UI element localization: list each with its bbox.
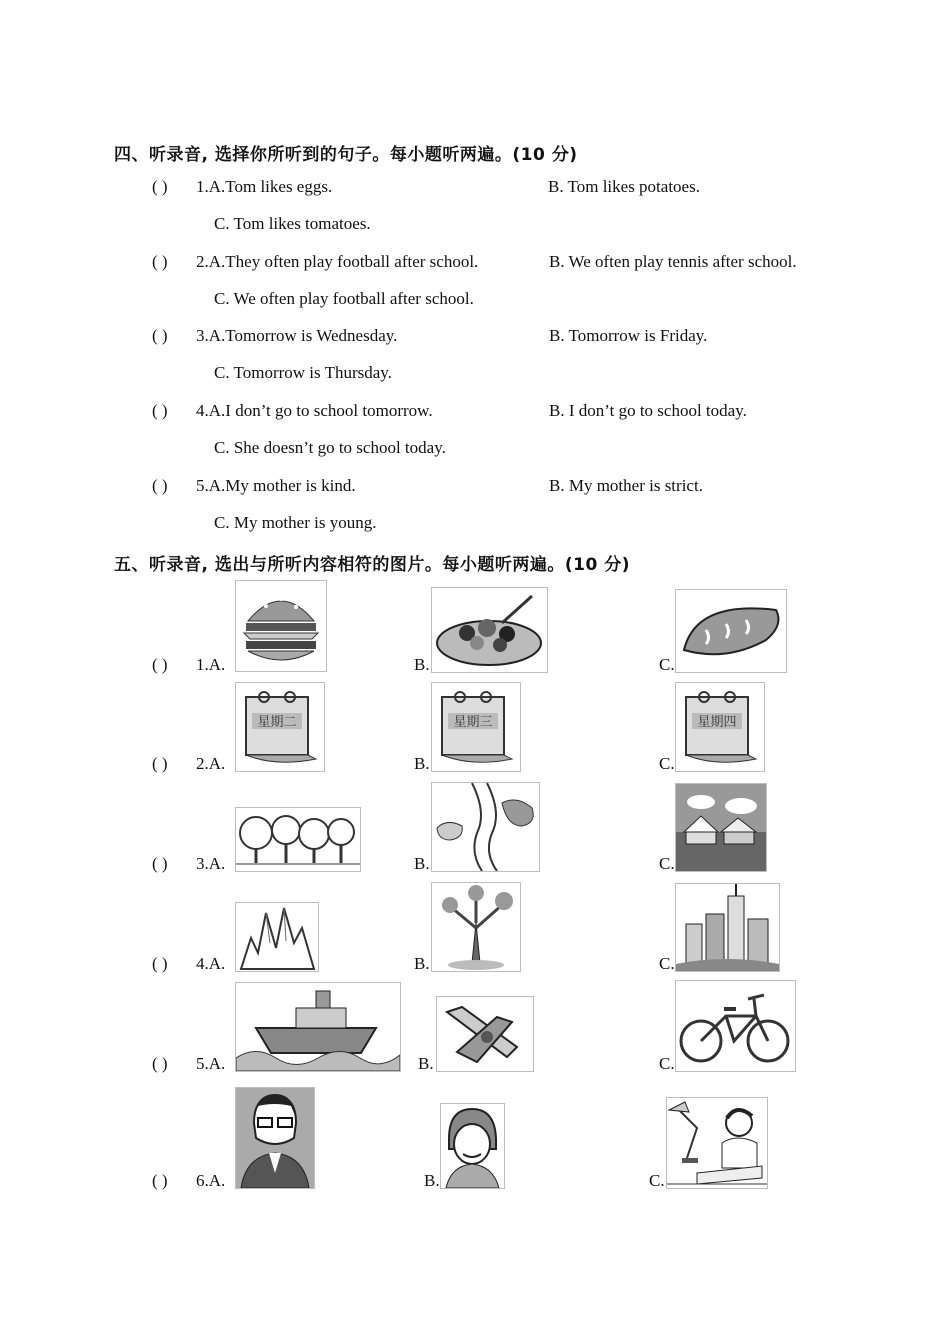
- option-c-label: C.: [659, 854, 675, 873]
- option-a-label: 4.A.: [196, 954, 226, 973]
- section5-title: 五、听录音, 选出与所听内容相符的图片。每小题听两遍。(10 分): [114, 555, 630, 575]
- ship-icon[interactable]: [235, 982, 401, 1072]
- option-c: C. Tom likes tomatoes.: [214, 214, 371, 233]
- answer-blank[interactable]: ( ): [152, 854, 168, 873]
- calendar-label: 星期三: [453, 715, 493, 730]
- calendar-label: 星期四: [697, 715, 737, 730]
- village-icon[interactable]: [675, 783, 767, 872]
- calendar-icon[interactable]: [431, 682, 521, 772]
- trees-icon[interactable]: [235, 807, 361, 872]
- option-c-label: C.: [659, 655, 675, 674]
- option-a-label: 2.A.: [196, 754, 226, 773]
- plane-icon[interactable]: [436, 996, 534, 1072]
- answer-blank[interactable]: ( ): [152, 954, 168, 973]
- option-b-label: B.: [424, 1171, 440, 1190]
- option-a: 3.A.Tomorrow is Wednesday.: [196, 326, 398, 345]
- answer-blank[interactable]: ( ): [152, 754, 168, 773]
- answer-blank[interactable]: ( ): [152, 252, 168, 271]
- city-icon[interactable]: [675, 883, 780, 972]
- salad-icon[interactable]: [431, 587, 548, 673]
- option-c: C. We often play football after school.: [214, 289, 474, 308]
- option-b: B. I don’t go to school today.: [549, 401, 747, 420]
- mountain-icon[interactable]: [235, 902, 319, 972]
- calendar-icon[interactable]: [675, 682, 765, 772]
- option-b-label: B.: [414, 655, 430, 674]
- option-c-label: C.: [659, 754, 675, 773]
- option-c: C. My mother is young.: [214, 513, 377, 532]
- grandma-icon[interactable]: [440, 1103, 505, 1189]
- option-c-label: C.: [659, 1054, 675, 1073]
- answer-blank[interactable]: ( ): [152, 177, 168, 196]
- calendar-icon[interactable]: [235, 682, 325, 772]
- option-a: 4.A.I don’t go to school tomorrow.: [196, 401, 433, 420]
- answer-blank[interactable]: ( ): [152, 655, 168, 674]
- tree-icon[interactable]: [431, 882, 521, 972]
- option-a-label: 3.A.: [196, 854, 226, 873]
- option-b-label: B.: [414, 954, 430, 973]
- option-b: B. My mother is strict.: [549, 476, 703, 495]
- answer-blank[interactable]: ( ): [152, 476, 168, 495]
- option-b: B. We often play tennis after school.: [549, 252, 797, 271]
- option-b-label: B.: [414, 754, 430, 773]
- section4-title: 四、听录音, 选择你所听到的句子。每小题听两遍。(10 分): [114, 145, 578, 165]
- answer-blank[interactable]: ( ): [152, 326, 168, 345]
- option-a: 5.A.My mother is kind.: [196, 476, 356, 495]
- option-a-label: 1.A.: [196, 655, 226, 674]
- option-b: B. Tom likes potatoes.: [548, 177, 700, 196]
- bread-icon[interactable]: [675, 589, 787, 673]
- option-c-label: C.: [659, 954, 675, 973]
- answer-blank[interactable]: ( ): [152, 401, 168, 420]
- option-b: B. Tomorrow is Friday.: [549, 326, 708, 345]
- option-c: C. Tomorrow is Thursday.: [214, 363, 392, 382]
- man-glasses-icon[interactable]: [235, 1087, 315, 1189]
- bike-icon[interactable]: [675, 980, 796, 1072]
- option-c-label: C.: [649, 1171, 665, 1190]
- option-a-label: 5.A.: [196, 1054, 226, 1073]
- river-map-icon[interactable]: [431, 782, 540, 872]
- boy-writing-icon[interactable]: [666, 1097, 768, 1189]
- option-b-label: B.: [418, 1054, 434, 1073]
- option-c: C. She doesn’t go to school today.: [214, 438, 446, 457]
- calendar-label: 星期二: [257, 715, 297, 730]
- answer-blank[interactable]: ( ): [152, 1054, 168, 1073]
- answer-blank[interactable]: ( ): [152, 1171, 168, 1190]
- option-a-label: 6.A.: [196, 1171, 226, 1190]
- option-b-label: B.: [414, 854, 430, 873]
- hamburger-icon[interactable]: [235, 580, 327, 672]
- option-a: 2.A.They often play football after school.: [196, 252, 479, 271]
- option-a: 1.A.Tom likes eggs.: [196, 177, 333, 196]
